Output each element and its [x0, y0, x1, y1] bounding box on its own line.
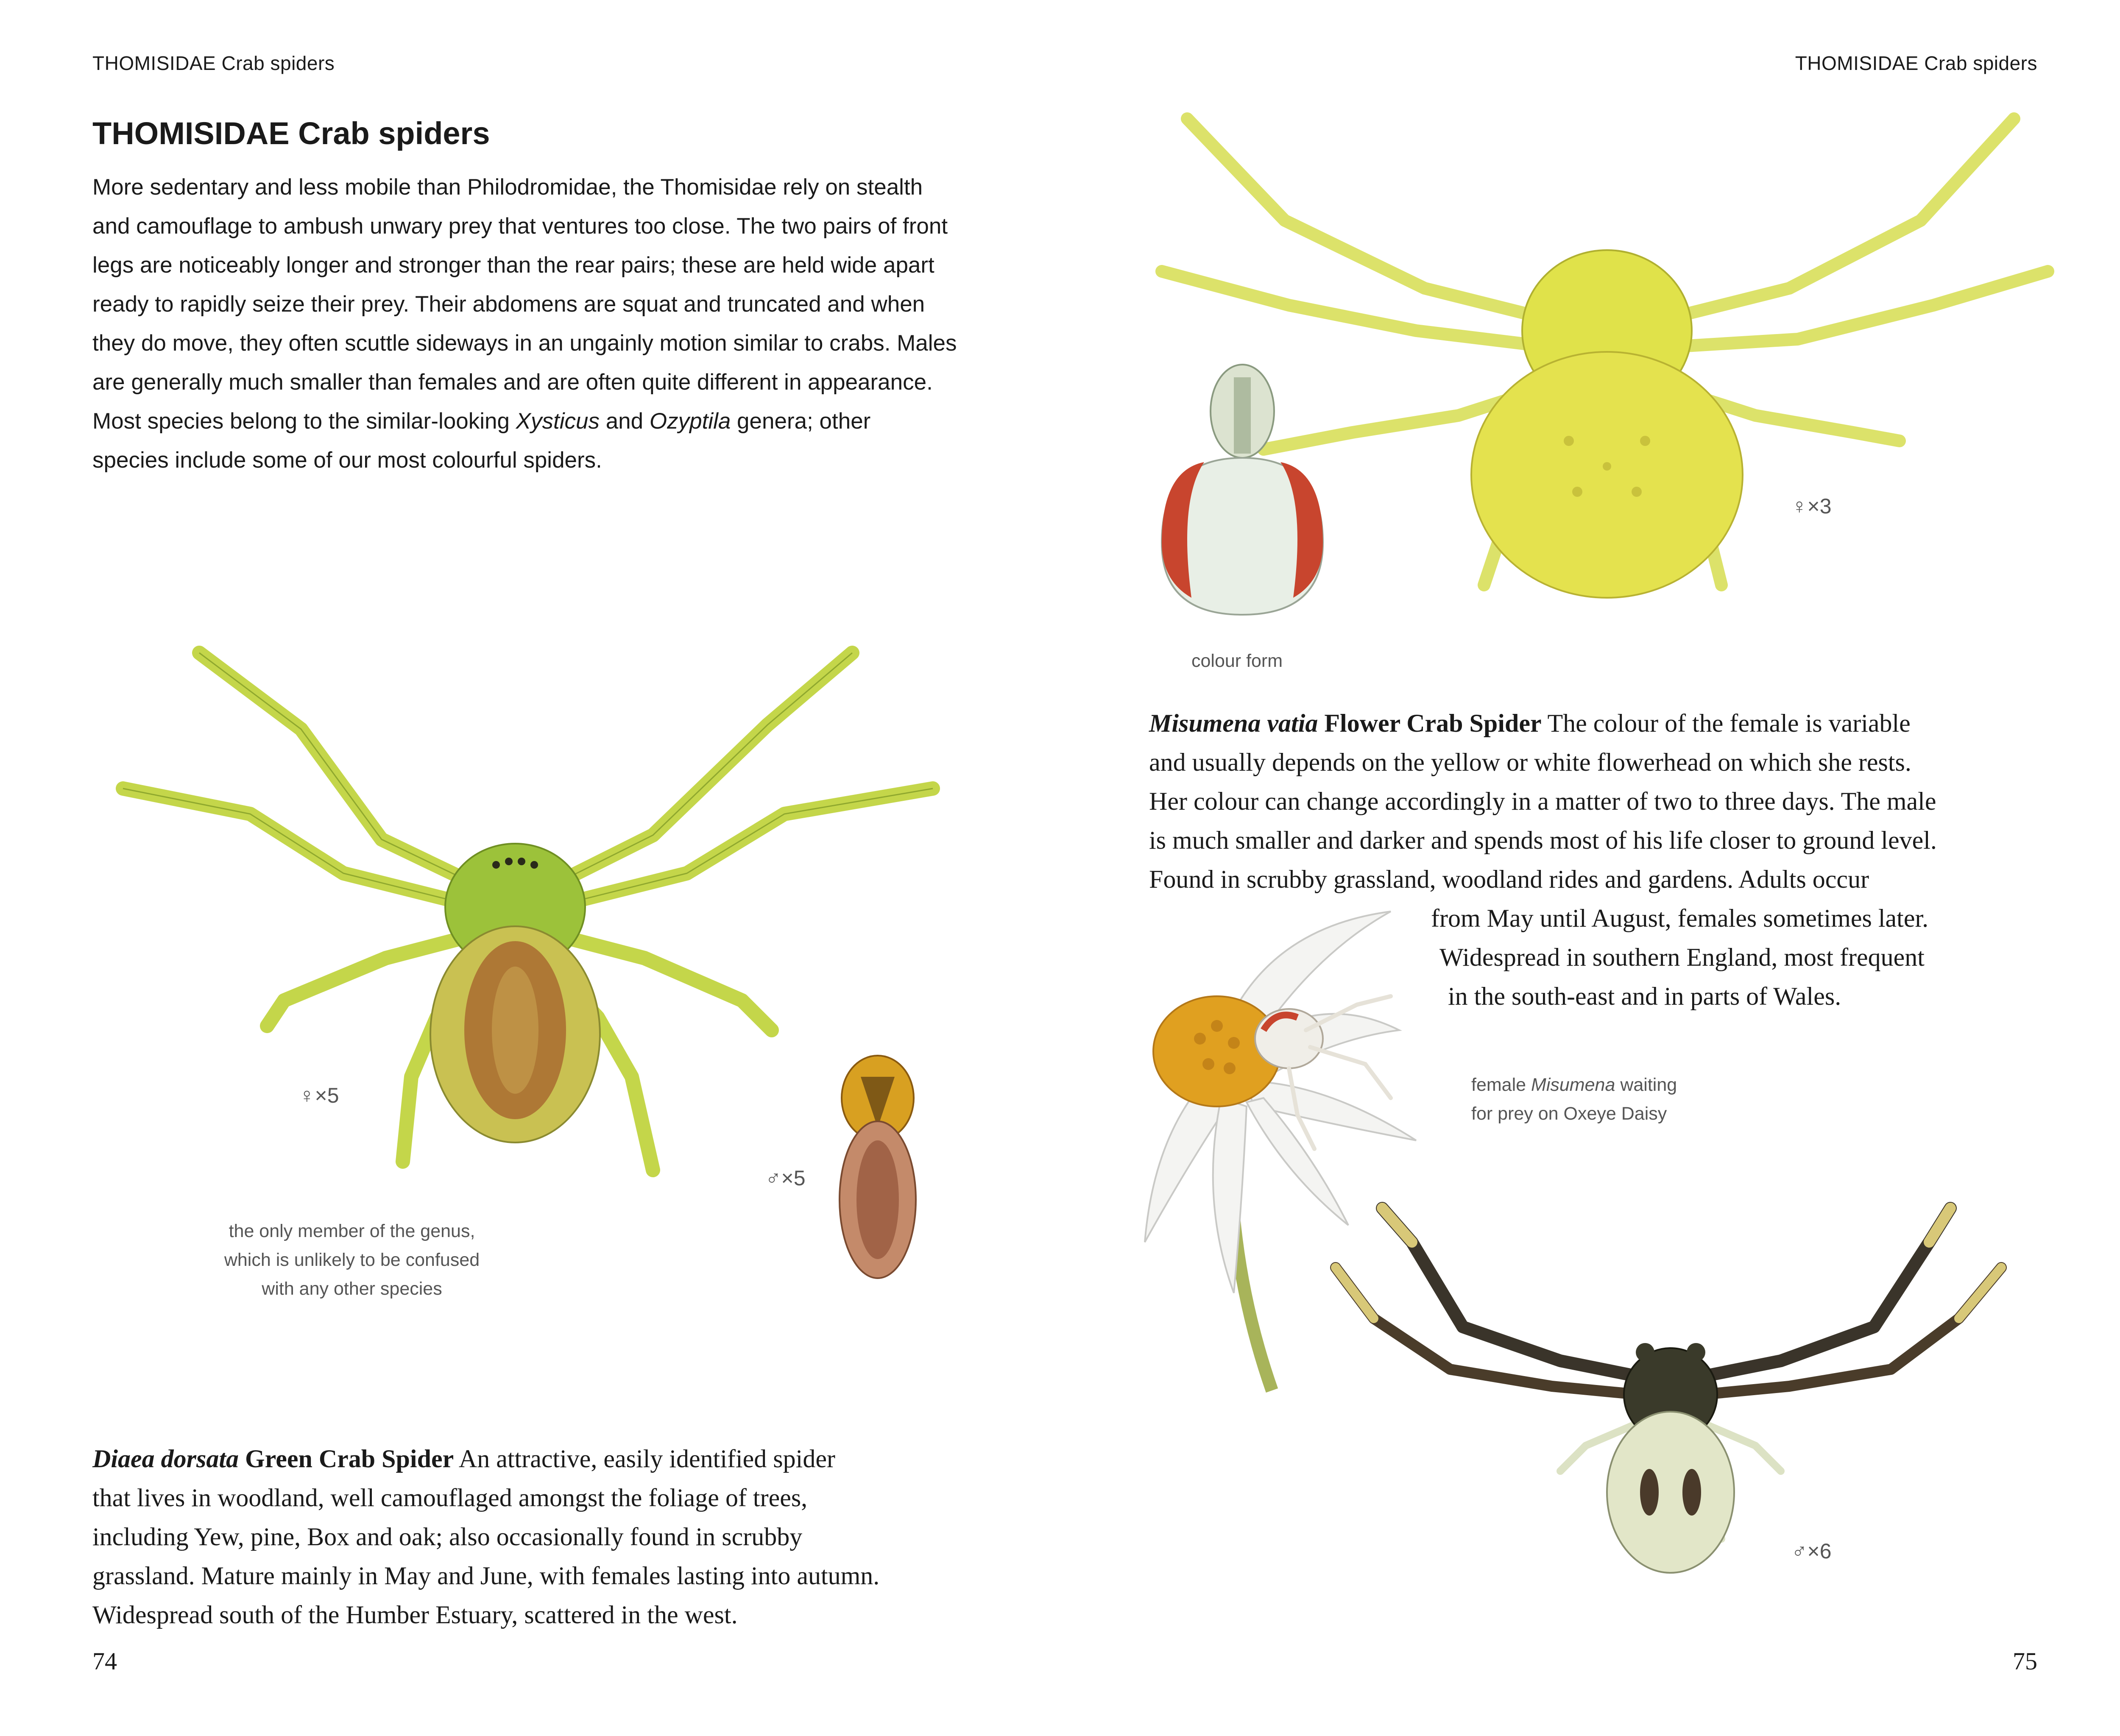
common-name: Flower Crab Spider	[1324, 709, 1542, 737]
entry-line: Widespread south of the Humber Estuary, scattered in the west.	[92, 1601, 738, 1629]
intro-line: ready to rapidly seize their prey. Their abdomens are squat and truncated and when	[92, 292, 925, 317]
entry-line: Found in scrubby grassland, woodland rides and gardens. Adults occur	[1149, 865, 1869, 893]
intro-line: More sedentary and less mobile than Philodromidae, the Thomisidae rely on stealth	[92, 175, 923, 200]
genus-misumena: Misumena	[1531, 1075, 1615, 1095]
entry-line: and usually depends on the yellow or white flowerhead on which she rests.	[1149, 748, 1911, 776]
female-scale-label-right: ♀×3	[1791, 494, 1832, 518]
colour-form-spider-illustration	[1153, 360, 1331, 623]
caption-line: which is unlikely to be confused	[224, 1250, 480, 1270]
intro-text: Most species belong to the similar-looking	[92, 409, 516, 434]
daisy-caption	[1471, 1070, 1677, 1128]
running-head-right: THOMISIDAE Crab spiders	[1795, 52, 2037, 74]
entry-line	[1149, 704, 2061, 743]
female-scale-label: ♀×5	[299, 1084, 339, 1107]
green-crab-spider-male-illustration	[831, 1030, 924, 1293]
male-scale-label-right: ♂×6	[1791, 1539, 1832, 1563]
caption-text: female	[1471, 1075, 1531, 1095]
intro-text: genera; other	[731, 409, 871, 434]
genus-caption	[195, 1217, 509, 1303]
entry-text: The colour of the female is variable	[1541, 709, 1911, 737]
colour-form-caption: colour form	[1191, 651, 1283, 671]
caption-line: for prey on Oxeye Daisy	[1471, 1103, 1667, 1124]
entry-line: grassland. Mature mainly in May and June, with females lasting into autumn.	[92, 1562, 880, 1590]
intro-text: and	[599, 409, 650, 434]
species-entry-diaea	[92, 1439, 1034, 1634]
caption-text: waiting	[1615, 1075, 1677, 1095]
scientific-name: Misumena vatia	[1149, 709, 1318, 737]
entry-line	[92, 1439, 1034, 1478]
entry-line: that lives in woodland, well camouflaged amongst the foliage of trees,	[92, 1484, 808, 1512]
male-scale-label: ♂×5	[765, 1166, 806, 1190]
page-number-right: 75	[2013, 1647, 2037, 1675]
caption-line: the only member of the genus,	[229, 1221, 475, 1241]
common-name: Green Crab Spider	[245, 1445, 454, 1473]
caption-line	[1471, 1070, 1677, 1099]
entry-line: from May until August, females sometimes later.	[1431, 904, 1929, 932]
entry-line: including Yew, pine, Box and oak; also occasionally found in scrubby	[92, 1523, 803, 1551]
entry-line: is much smaller and darker and spends most of his life closer to ground level.	[1149, 826, 1937, 854]
intro-line: are generally much smaller than females and are often quite different in appearance.	[92, 370, 933, 395]
entry-line: Widespread in southern England, most frequent	[1439, 943, 1925, 971]
section-heading: THOMISIDAE Crab spiders	[92, 116, 490, 151]
intro-line: legs are noticeably longer and stronger than the rear pairs; these are held wide apart	[92, 253, 934, 278]
caption-line: with any other species	[262, 1279, 442, 1299]
scientific-name: Diaea dorsata	[92, 1445, 239, 1473]
intro-line: and camouflage to ambush unwary prey that ventures too close. The two pairs of front	[92, 214, 948, 239]
running-head-left: THOMISIDAE Crab spiders	[92, 52, 335, 74]
genus-ozyptila: Ozyptila	[649, 409, 731, 434]
page-number-left: 74	[92, 1647, 117, 1675]
entry-line: in the south-east and in parts of Wales.	[1448, 982, 1841, 1010]
intro-paragraph	[92, 168, 1025, 480]
intro-line	[92, 402, 1025, 441]
entry-text: An attractive, easily identified spider	[454, 1445, 835, 1473]
intro-line: they do move, they often scuttle sideways in an ungainly motion similar to crabs. Males	[92, 331, 957, 356]
flower-crab-spider-male-illustration	[1323, 1200, 2014, 1602]
genus-xysticus: Xysticus	[516, 409, 600, 434]
entry-line: Her colour can change accordingly in a matter of two to three days. The male	[1149, 787, 1936, 815]
intro-line: species include some of our most colourful spiders.	[92, 448, 602, 473]
